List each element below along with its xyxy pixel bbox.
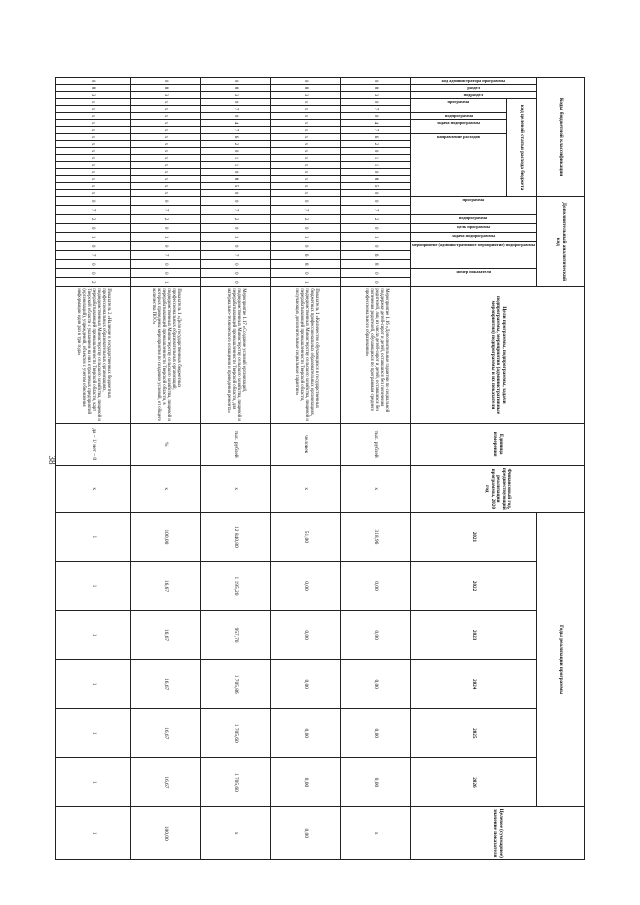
year-value-cell: 0,00 — [340, 561, 410, 610]
year-2022-header: 2022 — [410, 561, 536, 610]
code-digit-cell: 0 — [200, 169, 270, 176]
year-value-cell: 16,67 — [130, 709, 200, 758]
analytic-col-goal — [410, 224, 536, 233]
code-digit-cell: 4 — [200, 120, 270, 127]
analytic-digit-cell: 0 — [200, 197, 270, 206]
analytic-col-subprogram-label: подпрограмма — [459, 215, 488, 221]
goals-header: Цели программы, подпрограммы, задачи подпрограммы, мероприятия (административные мероприятия) подпрограммы и их показатели — [410, 287, 584, 423]
year-value-cell: 0,00 — [270, 561, 340, 610]
analytic-digit-cell: 0 — [270, 269, 340, 278]
code-digit-cell: 0 — [340, 99, 410, 106]
year-value-cell: 100,00 — [130, 512, 200, 561]
code-digit-cell: 2 — [200, 141, 270, 148]
year-value-cell: 1 — [55, 660, 130, 709]
analytic-col-task-label: задача подпрограммы — [451, 233, 495, 239]
analytic-digit-cell: 0 — [340, 269, 410, 278]
code-digit-cell: 0 — [340, 169, 410, 176]
analytic-digit-cell: 0 — [200, 260, 270, 269]
code-digit-cell: 5 — [200, 183, 270, 190]
code-digit-cell: 8 — [130, 85, 200, 92]
analytic-digit-cell: 1 — [270, 233, 340, 242]
code-digit-cell: 0 — [55, 78, 130, 85]
goal-description-cell: Мероприятие 1.17 «Создание условий организаций, подведомственных Министерству сельского хозяйства, пищевой и перерабатывающей промышленности Тверской области, для материально-технического оснащения и проведения ремонта» — [200, 287, 270, 423]
code-digit-cell: x — [270, 162, 340, 169]
code-digit-cell: 3 — [200, 92, 270, 99]
analytic-digit-cell: 0 — [130, 260, 200, 269]
code-col-task — [410, 120, 507, 134]
code-col-admin-label: код администратора программы — [441, 78, 506, 83]
code-digit-cell: x — [55, 162, 130, 169]
year-2024-header: 2024 — [410, 660, 536, 709]
analytic-col-program-label: программа — [462, 197, 485, 203]
year-value-cell: 0,00 — [270, 709, 340, 758]
code-digit-cell: x — [130, 190, 200, 197]
table-body — [55, 78, 410, 860]
code-digit-cell: x — [270, 99, 340, 106]
code-digit-cell: 1 — [340, 155, 410, 162]
analytic-digit-cell: 2 — [200, 215, 270, 224]
analytic-digit-cell: 1 — [340, 233, 410, 242]
code-digit-cell: x — [270, 155, 340, 162]
year-value-cell: 1 — [55, 512, 130, 561]
target-value-cell: x — [340, 807, 410, 860]
program-indicators-table — [55, 77, 585, 860]
code-digit-cell: 0 — [200, 190, 270, 197]
code-digit-cell: 0 — [200, 148, 270, 155]
finyear-cell: x — [130, 465, 200, 512]
code-digit-cell: x — [270, 148, 340, 155]
analytic-col-task — [410, 233, 536, 242]
code-digit-cell: 5 — [340, 183, 410, 190]
code-digit-cell: x — [270, 190, 340, 197]
code-digit-cell: 7 — [340, 106, 410, 113]
analytic-digit-cell: 6 — [270, 251, 340, 260]
code-digit-cell: x — [130, 148, 200, 155]
target-value-cell: 0,00 — [270, 807, 340, 860]
goal-description-cell: Показатель 1 «Количество обучающихся в государственных бюджетных профессиональных образовательных организациях, подведомственных Министерству сельского хозяйства, пищевой и перерабатывающей промышленности Тверской области, получающих дополнительные социальные гарантии» — [270, 287, 340, 423]
analytic-digit-cell: 0 — [340, 197, 410, 206]
year-value-cell: 1 705,60 — [200, 709, 270, 758]
code-digit-cell: x — [130, 106, 200, 113]
analytic-digit-cell: 1 — [55, 233, 130, 242]
unit-header: Единица измерения — [410, 423, 584, 465]
code-col-program-label: программа — [447, 99, 470, 104]
analytic-digit-cell: 0 — [55, 242, 130, 251]
analytic-digit-cell: 0 — [270, 197, 340, 206]
analytic-digit-cell: 0 — [55, 269, 130, 278]
code-col-admin — [410, 78, 536, 85]
finyear-header: Финансовый год, предшествующий реализации программы, 2020 год — [410, 465, 584, 512]
code-digit-cell: 3 — [340, 92, 410, 99]
year-value-cell: 51,00 — [270, 512, 340, 561]
code-digit-cell: x — [270, 113, 340, 120]
analytic-digit-cell: 7 — [130, 251, 200, 260]
code-digit-cell: x — [55, 176, 130, 183]
code-digit-cell: x — [130, 155, 200, 162]
unit-cell: % — [130, 423, 200, 465]
code-digit-cell: x — [55, 148, 130, 155]
analytic-col-measure — [410, 242, 536, 269]
code-digit-cell: 1 — [340, 162, 410, 169]
year-value-cell: 0,00 — [340, 709, 410, 758]
code-digit-cell: x — [55, 155, 130, 162]
year-value-cell: 0,00 — [340, 611, 410, 660]
year-2021-header: 2021 — [410, 512, 536, 561]
table-row — [55, 78, 130, 860]
code-digit-cell: x — [270, 176, 340, 183]
code-digit-cell: x — [55, 141, 130, 148]
code-digit-cell: x — [270, 127, 340, 134]
code-digit-cell: x — [130, 127, 200, 134]
analytic-col-indicator-label: номер показателя — [456, 269, 491, 275]
code-digit-cell: x — [130, 176, 200, 183]
year-value-cell: 0,00 — [340, 660, 410, 709]
code-digit-cell: 6 — [200, 134, 270, 141]
analytic-digit-cell: 0 — [340, 242, 410, 251]
year-value-cell: 0,00 — [340, 758, 410, 807]
code-digit-cell: x — [270, 183, 340, 190]
year-2023-header: 2023 — [410, 611, 536, 660]
code-digit-cell: x — [130, 169, 200, 176]
code-digit-cell: 0 — [200, 99, 270, 106]
analytic-digit-cell: 0 — [130, 197, 200, 206]
analytic-digit-cell: 6 — [340, 251, 410, 260]
code-col-razdel — [410, 85, 536, 92]
analytic-digit-cell: 7 — [55, 206, 130, 215]
year-value-cell: 0,00 — [270, 660, 340, 709]
year-value-cell: 1 705,86 — [200, 660, 270, 709]
analytic-digit-cell: 0 — [200, 224, 270, 233]
finyear-cell: x — [200, 465, 270, 512]
code-digit-cell: 8 — [340, 176, 410, 183]
code-digit-cell: 8 — [340, 85, 410, 92]
year-2026-header: 2026 — [410, 758, 536, 807]
code-digit-cell: x — [130, 113, 200, 120]
code-digit-cell: 0 — [340, 78, 410, 85]
code-digit-cell: x — [55, 183, 130, 190]
analytic-digit-cell: 0 — [130, 269, 200, 278]
code-digit-cell: 7 — [200, 106, 270, 113]
analytic-digit-cell: 2 — [340, 215, 410, 224]
analytic-digit-cell: 7 — [55, 251, 130, 260]
analytic-digit-cell: 0 — [340, 224, 410, 233]
code-digit-cell: 0 — [340, 190, 410, 197]
year-value-cell: 16,67 — [130, 660, 200, 709]
code-digit-cell: 7 — [340, 127, 410, 134]
code-digit-cell: 0 — [130, 78, 200, 85]
code-digit-cell: x — [130, 141, 200, 148]
code-digit-cell: 3 — [130, 92, 200, 99]
table-row — [340, 78, 410, 860]
analytic-col-program — [410, 197, 536, 215]
target-header: Целевое (суммарное) значение показателя — [410, 807, 584, 860]
finyear-cell: x — [270, 465, 340, 512]
code-digit-cell: x — [130, 162, 200, 169]
year-value-cell: 0,00 — [270, 611, 340, 660]
analytic-digit-cell: 8 — [340, 260, 410, 269]
analytic-code-header: Дополнительный аналитический код — [537, 197, 585, 287]
code-digit-cell: 0 — [270, 78, 340, 85]
code-digit-cell: 0 — [200, 113, 270, 120]
rotated-table-wrapper — [76, 77, 585, 860]
code-digit-cell: x — [130, 120, 200, 127]
code-digit-cell: 8 — [55, 85, 130, 92]
code-digit-cell: x — [55, 127, 130, 134]
analytic-col-measure-label: мероприятие (административное мероприятие) подпрограммы — [411, 242, 535, 248]
code-digit-cell: x — [55, 134, 130, 141]
code-digit-cell: x — [55, 190, 130, 197]
analytic-digit-cell: 0 — [130, 242, 200, 251]
year-value-cell: 16,67 — [130, 758, 200, 807]
target-value-cell: 100,00 — [130, 807, 200, 860]
analytic-col-indicator — [410, 269, 536, 287]
year-value-cell: 1 — [55, 611, 130, 660]
year-2025-header: 2025 — [410, 709, 536, 758]
code-digit-cell: 4 — [340, 120, 410, 127]
unit-cell: тыс. рублей — [340, 423, 410, 465]
code-digit-cell: 8 — [200, 176, 270, 183]
analytic-digit-cell: 7 — [340, 206, 410, 215]
analytic-digit-cell: 0 — [130, 224, 200, 233]
analytic-digit-cell: 1 — [270, 278, 340, 287]
document-page — [76, 77, 585, 860]
year-value-cell: 16,67 — [130, 611, 200, 660]
code-col-direction-label: направление расходов — [437, 134, 481, 139]
analytic-digit-cell: 7 — [130, 206, 200, 215]
code-col-podrazdel — [410, 92, 536, 99]
analytic-col-goal-label: цель программы — [457, 224, 490, 230]
code-digit-cell: 0 — [340, 148, 410, 155]
code-digit-cell: x — [55, 99, 130, 106]
code-col-program — [410, 99, 507, 113]
analytic-digit-cell: 1 — [130, 278, 200, 287]
code-digit-cell: x — [55, 169, 130, 176]
finyear-cell: x — [55, 465, 130, 512]
unit-cell: человек — [270, 423, 340, 465]
code-digit-cell: 0 — [200, 78, 270, 85]
code-digit-cell: 3 — [55, 92, 130, 99]
code-digit-cell: 1 — [200, 155, 270, 162]
analytic-digit-cell: 0 — [200, 269, 270, 278]
finyear-cell: x — [340, 465, 410, 512]
unit-cell: да – 1/ нет – 0 — [55, 423, 130, 465]
table-row — [200, 78, 270, 860]
target-value-cell: 1 — [55, 807, 130, 860]
analytic-digit-cell: 7 — [200, 206, 270, 215]
analytic-digit-cell: 0 — [270, 242, 340, 251]
year-value-cell: 16,67 — [130, 561, 200, 610]
table-row — [130, 78, 200, 860]
year-value-cell: 1 — [55, 758, 130, 807]
code-digit-cell: x — [130, 99, 200, 106]
analytic-digit-cell: 0 — [55, 260, 130, 269]
year-value-cell: 318,96 — [340, 512, 410, 561]
code-digit-cell: 8 — [200, 85, 270, 92]
code-digit-cell: 7 — [200, 127, 270, 134]
code-digit-cell: 3 — [270, 92, 340, 99]
analytic-digit-cell: 7 — [200, 251, 270, 260]
code-digit-cell: 6 — [340, 134, 410, 141]
analytic-digit-cell: 8 — [270, 260, 340, 269]
target-value-cell: x — [200, 807, 270, 860]
year-value-cell: 1 195,20 — [200, 561, 270, 610]
analytic-digit-cell: 0 — [55, 224, 130, 233]
code-col-direction — [410, 134, 507, 197]
target-article-header: код целевой статьи расхода бюджета — [507, 99, 537, 197]
code-digit-cell: 1 — [200, 162, 270, 169]
analytic-digit-cell: 0 — [200, 278, 270, 287]
table-row — [270, 78, 340, 860]
code-col-podrazdel-label: подраздел — [463, 92, 484, 97]
code-digit-cell: 0 — [340, 113, 410, 120]
header-row-1 — [537, 78, 585, 860]
analytic-col-subprogram — [410, 215, 536, 224]
year-value-cell: 1 705,60 — [200, 758, 270, 807]
code-col-subprogram-label: подпрограмма — [444, 113, 473, 118]
analytic-digit-cell: 2 — [55, 215, 130, 224]
code-digit-cell: x — [55, 113, 130, 120]
code-digit-cell: x — [130, 134, 200, 141]
code-digit-cell: x — [270, 120, 340, 127]
code-digit-cell: x — [270, 141, 340, 148]
analytic-digit-cell: 0 — [200, 242, 270, 251]
code-col-razdel-label: раздел — [467, 85, 480, 90]
page-number-text: 38 — [47, 455, 57, 465]
code-digit-cell: 2 — [340, 141, 410, 148]
analytic-digit-cell: 1 — [200, 233, 270, 242]
analytic-digit-cell: 7 — [270, 206, 340, 215]
code-digit-cell: 8 — [270, 85, 340, 92]
analytic-digit-cell: 2 — [130, 215, 200, 224]
year-value-cell: 957,70 — [200, 611, 270, 660]
year-value-cell: 12 840,80 — [200, 512, 270, 561]
goal-description-cell: Мероприятие 1.16 «Дополнительные гарантии по социальной поддержке детей-сирот и детей, оставшихся без попечения родителей, лиц из числа детей-сирот и детей, оставшихся без попечения родителей, обучающихся по программам среднего профессионального образования» — [340, 287, 410, 423]
year-value-cell: 0,00 — [270, 758, 340, 807]
code-digit-cell: x — [270, 106, 340, 113]
code-digit-cell: x — [270, 169, 340, 176]
year-value-cell: 1 — [55, 709, 130, 758]
analytic-digit-cell: 0 — [55, 197, 130, 206]
unit-cell: тыс. рублей — [200, 423, 270, 465]
code-digit-cell: x — [270, 134, 340, 141]
code-col-task-label: задача подпрограммы — [437, 120, 481, 125]
code-digit-cell: x — [55, 120, 130, 127]
code-col-subprogram — [410, 113, 507, 120]
analytic-digit-cell: 2 — [270, 215, 340, 224]
code-digit-cell: x — [130, 183, 200, 190]
analytic-digit-cell: 0 — [270, 224, 340, 233]
goal-description-cell: Показатель 1 «Доля государственных бюджетных профессиональных образовательных организаций, подведомственных Министерству сельского хозяйства, пищевой и перерабатывающей промышленности Тверской области, в которых проведены мероприятия по созданию условий, от общего количества ПОО» — [130, 287, 200, 423]
analytic-digit-cell: 2 — [55, 278, 130, 287]
goal-description-cell: Показатель 2 «Наличие в государственных бюджетных профессиональных образовательных организациях, подведомственных Министерству сельского хозяйства, пищевой и перерабатывающей промышленности Тверской области, карт Тверской области с указанием на них отраслевых предприятий (организаций), учреждений, объектов с учетом обновления информации один раз в три года» — [55, 287, 130, 423]
analytic-digit-cell: 1 — [130, 233, 200, 242]
analytic-digit-cell: 0 — [340, 278, 410, 287]
budget-codes-header: Коды бюджетной классификации — [537, 78, 585, 197]
year-value-cell: 1 — [55, 561, 130, 610]
code-digit-cell: x — [55, 106, 130, 113]
years-group-header: Годы реализации программы — [537, 512, 585, 807]
